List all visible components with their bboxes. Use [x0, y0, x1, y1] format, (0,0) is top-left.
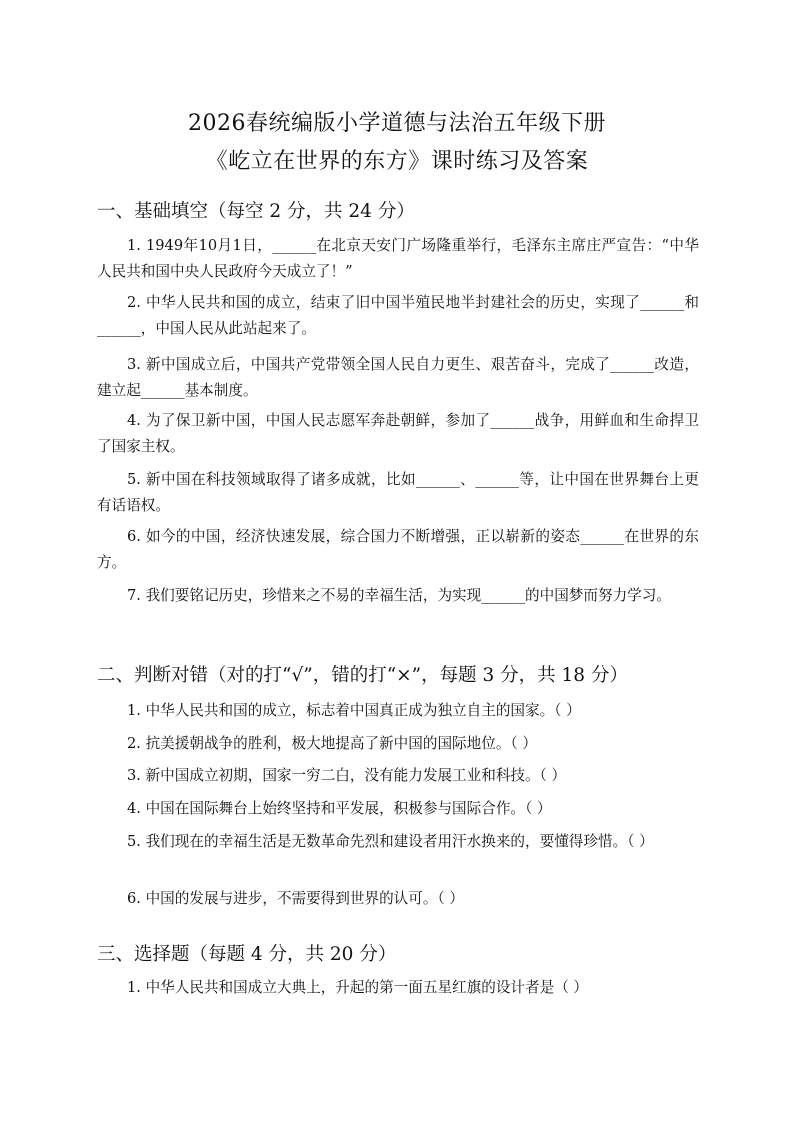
multiple-choice-question-1: 1. 中华人民共和国成立大典上，升起的第一面五星红旗的设计者是（ ）: [127, 979, 589, 996]
fill-in-question-4: 4. 为了保卫新中国，中国人民志愿军奔赴朝鲜，参加了______战争，用鲜血和生命捍卫了国家主权。: [97, 412, 699, 455]
section-heading-fill-in: 一、基础填空（每空 2 分，共 24 分）: [97, 201, 415, 222]
fill-in-question-6: 6. 如今的中国，经济快速发展，综合国力不断增强，正以崭新的姿态______在世界的东方。: [97, 528, 699, 571]
fill-in-question-7: 7. 我们要铭记历史，珍惜来之不易的幸福生活，为实现______的中国梦而努力学习。: [127, 587, 671, 604]
fill-in-question-5: 5. 新中国在科技领域取得了诸多成就，比如______、______等，让中国在世界舞台上更有话语权。: [97, 471, 699, 514]
true-false-question-5: 5. 我们现在的幸福生活是无数革命先烈和建设者用汗水换来的，要懂得珍惜。（ ）: [127, 833, 654, 850]
fill-in-question-2: 2. 中华人民共和国的成立，结束了旧中国半殖民地半封建社会的历史，实现了______和______，中国人民从此站起来了。: [97, 294, 699, 337]
section-heading-true-false: 二、判断对错（对的打“√”，错的打“×”，每题 3 分，共 18 分）: [97, 665, 628, 686]
document-title-line-1: 2026春统编版小学道德与法治五年级下册: [188, 111, 606, 136]
true-false-question-4: 4. 中国在国际舞台上始终坚持和平发展，积极参与国际合作。（ ）: [127, 800, 552, 817]
fill-in-question-1: 1. 1949年10月1日，______在北京天安门广场隆重举行，毛泽东主席庄严宣告：“中华人民共和国中央人民政府今天成立了！”: [97, 237, 699, 280]
document-title-line-2: 《屹立在世界的东方》课时练习及答案: [205, 149, 589, 174]
true-false-question-6: 6. 中国的发展与进步，不需要得到世界的认可。（ ）: [127, 890, 464, 907]
true-false-question-1: 1. 中华人民共和国的成立，标志着中国真正成为独立自主的国家。（ ）: [127, 702, 581, 719]
section-heading-multiple-choice: 三、选择题（每题 4 分，共 20 分）: [97, 944, 397, 965]
true-false-question-3: 3. 新中国成立初期，国家一穷二白，没有能力发展工业和科技。（ ）: [127, 767, 567, 784]
true-false-question-2: 2. 抗美援朝战争的胜利，极大地提高了新中国的国际地位。（ ）: [127, 735, 537, 752]
fill-in-question-3: 3. 新中国成立后，中国共产党带领全国人民自力更生、艰苦奋斗，完成了______改造，建立起______基本制度。: [97, 356, 699, 399]
